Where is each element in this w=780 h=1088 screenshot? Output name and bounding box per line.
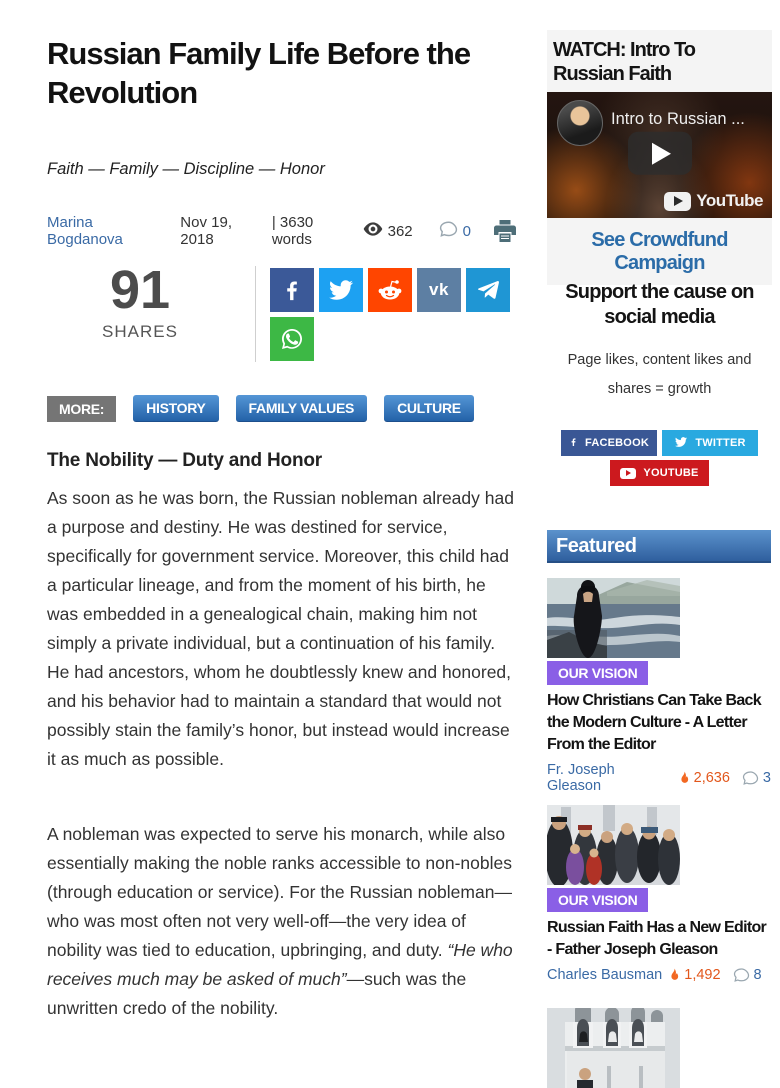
share-count-label: SHARES	[102, 322, 178, 341]
comment-bubble-icon	[733, 968, 750, 982]
twitter-follow-button[interactable]	[662, 430, 758, 456]
youtube-play-icon	[620, 468, 636, 479]
channel-avatar[interactable]	[557, 100, 603, 146]
facebook-share-button[interactable]	[270, 268, 314, 312]
youtube-video-embed[interactable]	[547, 92, 772, 218]
featured-card-2-photo[interactable]	[547, 805, 680, 885]
card-author-link[interactable]: Charles Bausman	[547, 967, 663, 983]
featured-card-1-byline	[547, 762, 771, 794]
reddit-alien-icon	[377, 278, 403, 302]
category-badge[interactable]: OUR VISION	[547, 888, 648, 912]
eye-icon	[363, 222, 383, 240]
support-buttons	[547, 430, 772, 486]
comments-count: 0	[462, 222, 471, 240]
video-play-button[interactable]	[628, 132, 692, 175]
views-count: 362	[387, 222, 413, 240]
article-paragraph-2	[47, 820, 519, 1023]
featured-section-header: Featured	[547, 530, 771, 563]
category-badge[interactable]: OUR VISION	[547, 661, 648, 685]
share-counter	[85, 262, 195, 342]
tags-more-label: MORE:	[47, 396, 116, 422]
card-comments: 3	[762, 770, 771, 786]
share-buttons	[270, 268, 516, 361]
youtube-follow-button[interactable]	[610, 460, 709, 486]
comments-metric[interactable]	[439, 221, 471, 241]
vk-share-button[interactable]	[417, 268, 461, 312]
byline	[47, 214, 517, 248]
whatsapp-share-button[interactable]	[270, 317, 314, 361]
paragraph-2-quote: “He who receives much may be asked of much”	[47, 940, 513, 989]
tag-family-values[interactable]: FAMILY VALUES	[236, 395, 368, 422]
twitter-bird-icon	[674, 436, 688, 451]
tags-row	[47, 395, 517, 422]
card-comments: 8	[753, 967, 762, 983]
facebook-f-icon	[569, 435, 578, 451]
card-score: 2,636	[693, 770, 730, 786]
page-title: Russian Family Life Before the Revolution	[47, 36, 471, 110]
twitter-share-button[interactable]	[319, 268, 363, 312]
play-icon	[652, 142, 671, 164]
support-text	[547, 346, 772, 404]
tag-history[interactable]: HISTORY	[133, 395, 218, 422]
support-text-line2: shares = growth	[607, 381, 712, 397]
section-heading: The Nobility — Duty and Honor	[47, 450, 322, 471]
support-heading: Support the cause on social media	[565, 281, 754, 328]
featured-card-3	[547, 1008, 771, 1088]
video-title[interactable]: Intro to Russian ...	[611, 110, 745, 128]
views-metric	[363, 222, 413, 240]
paragraph-2-text: A nobleman was expected to serve his monarch, while also essentially making the noble ranks accessible to non-nobles (through education or service). For the Russian nobleman—who was most often not very well-off—the very idea of nobility was tied to education, upbringing, and duty.	[47, 824, 512, 960]
featured-card-2-title[interactable]: Russian Faith Has a New Editor - Father Joseph Gleason	[547, 919, 767, 958]
telegram-plane-icon	[476, 278, 500, 302]
facebook-follow-button[interactable]	[561, 430, 657, 456]
youtube-logo-text: YouTube	[696, 191, 763, 210]
facebook-button-label: FACEBOOK	[585, 437, 649, 449]
twitter-button-label: TWITTER	[695, 437, 746, 449]
whatsapp-icon	[280, 327, 304, 351]
featured-card-1-photo[interactable]	[547, 578, 680, 658]
tag-culture[interactable]: CULTURE	[384, 395, 474, 422]
comment-bubble-icon	[742, 771, 759, 785]
flame-icon	[669, 968, 680, 983]
card-score: 1,492	[684, 967, 721, 983]
featured-card-3-photo[interactable]	[547, 1008, 680, 1088]
support-text-line1: Page likes, content likes and	[567, 352, 752, 368]
facebook-f-icon	[281, 279, 303, 301]
author-link[interactable]: Marina Bogdanova	[47, 214, 123, 248]
share-count: 91	[109, 260, 171, 320]
featured-card-1	[547, 578, 771, 794]
publish-date: Nov 19, 2018	[180, 214, 232, 248]
article-subtitle: Faith — Family — Discipline — Honor	[47, 160, 325, 178]
reddit-share-button[interactable]	[368, 268, 412, 312]
comment-bubble-icon	[439, 221, 458, 241]
support-widget	[547, 270, 772, 486]
print-button[interactable]	[493, 220, 517, 242]
featured-card-2	[547, 805, 771, 983]
word-count: | 3630 words	[271, 214, 314, 248]
card-author-link[interactable]: Fr. Joseph Gleason	[547, 762, 615, 794]
twitter-bird-icon	[329, 278, 353, 302]
featured-card-2-byline	[547, 967, 771, 983]
crowdfund-link[interactable]: See Crowdfund Campaign	[591, 229, 728, 274]
vk-icon: vk	[429, 280, 449, 299]
paragraph-2-text-end: —such was the unwritten credo of the nobility.	[47, 969, 467, 1018]
watch-widget	[547, 30, 772, 285]
flame-icon	[679, 771, 690, 786]
youtube-play-icon	[664, 192, 691, 211]
watch-heading: WATCH: Intro To Russian Faith	[553, 39, 695, 85]
youtube-logo[interactable]	[664, 191, 763, 211]
article-paragraph-1: As soon as he was born, the Russian nobleman already had a purpose and destiny. He was destined for service, specifically for government service. Moreover, this child had a particular lineage, and from the moment of his birth, he was embedded in a genealogical chain, making him not simply a private individual, but a continuation of his family. He had ancestors, whom he doubtlessly knew and honored, and his behavior had to maintain a standard that would not possibly stain the family’s honor, but instead would increase it as much as possible.	[47, 488, 514, 769]
featured-card-1-title[interactable]: How Christians Can Take Back the Modern Culture - A Letter From the Editor	[547, 692, 761, 753]
youtube-button-label: YOUTUBE	[643, 467, 699, 479]
share-divider	[255, 266, 256, 362]
telegram-share-button[interactable]	[466, 268, 510, 312]
